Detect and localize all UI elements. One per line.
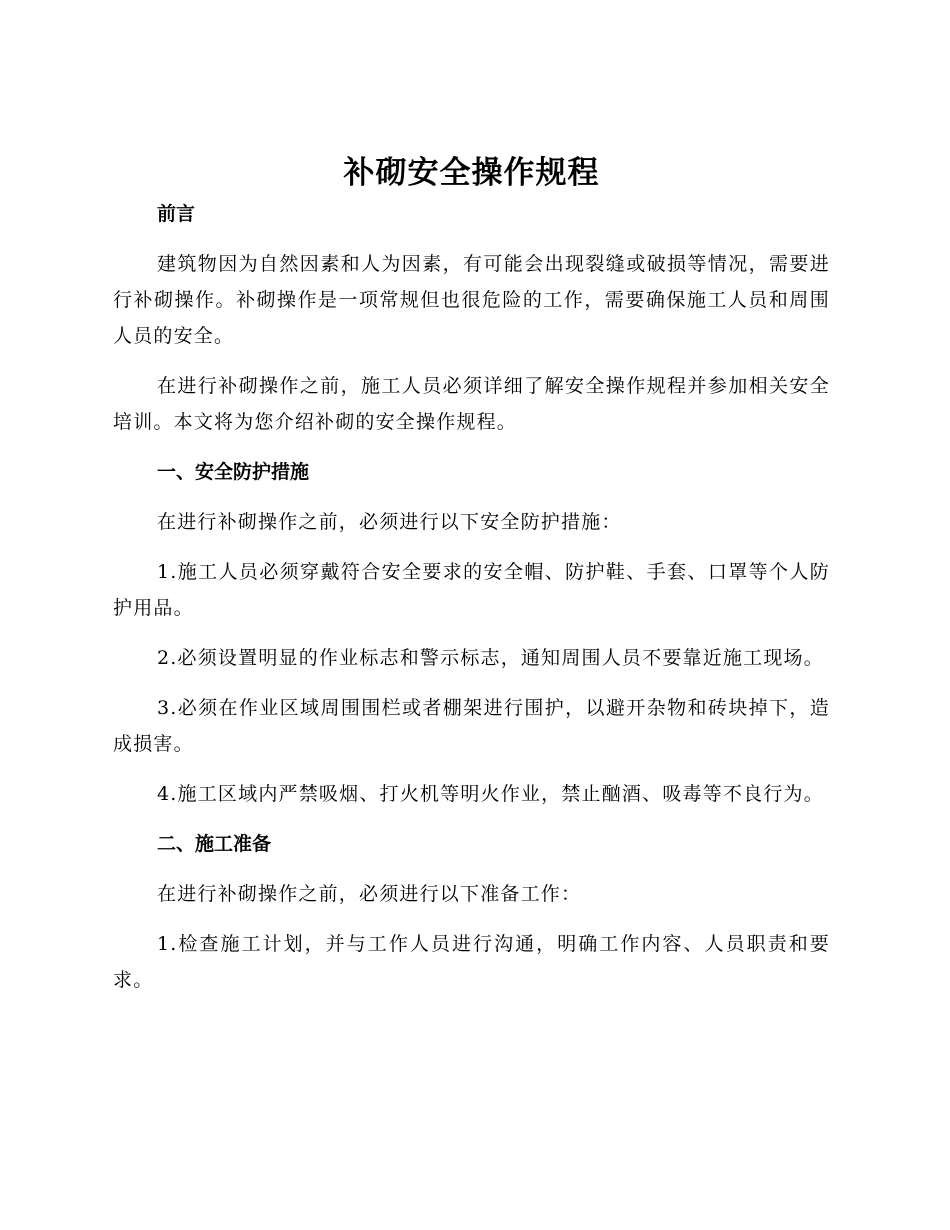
section-heading: 前言 [157, 203, 196, 225]
paragraph: 在进行补砌操作之前，必须进行以下安全防护措施： [157, 511, 622, 533]
paragraph: 在进行补砌操作之前，施工人员必须详细了解安全操作规程并参加相关安全培训。本文将为您介绍补砌的安全操作规程。 [113, 375, 830, 433]
list-item: 2.必须设置明显的作业标志和警示标志，通知周围人员不要靠近施工现场。 [157, 647, 824, 669]
list-item: 1.施工人员必须穿戴符合安全要求的安全帽、防护鞋、手套、口罩等个人防护用品。 [113, 561, 830, 619]
section-heading: 一、安全防护措施 [157, 461, 310, 483]
section-preparation [113, 826, 830, 998]
section-preface [113, 196, 830, 440]
section-safety-measures [113, 454, 830, 812]
list-item: 3.必须在作业区域周围围栏或者棚架进行围护，以避开杂物和砖块掉下，造成损害。 [113, 697, 830, 755]
page-title: 补砌安全操作规程 [343, 155, 600, 191]
list-item: 1.检查施工计划，并与工作人员进行沟通，明确工作内容、人员职责和要求。 [113, 933, 830, 991]
section-heading: 二、施工准备 [157, 833, 272, 855]
list-item: 4.施工区域内严禁吸烟、打火机等明火作业，禁止酗酒、吸毒等不良行为。 [157, 783, 824, 805]
paragraph: 建筑物因为自然因素和人为因素，有可能会出现裂缝或破损等情况，需要进行补砌操作。补砌操作是一项常规但也很危险的工作，需要确保施工人员和周围人员的安全。 [113, 253, 830, 347]
document-body [113, 150, 830, 998]
paragraph: 在进行补砌操作之前，必须进行以下准备工作： [157, 883, 582, 905]
